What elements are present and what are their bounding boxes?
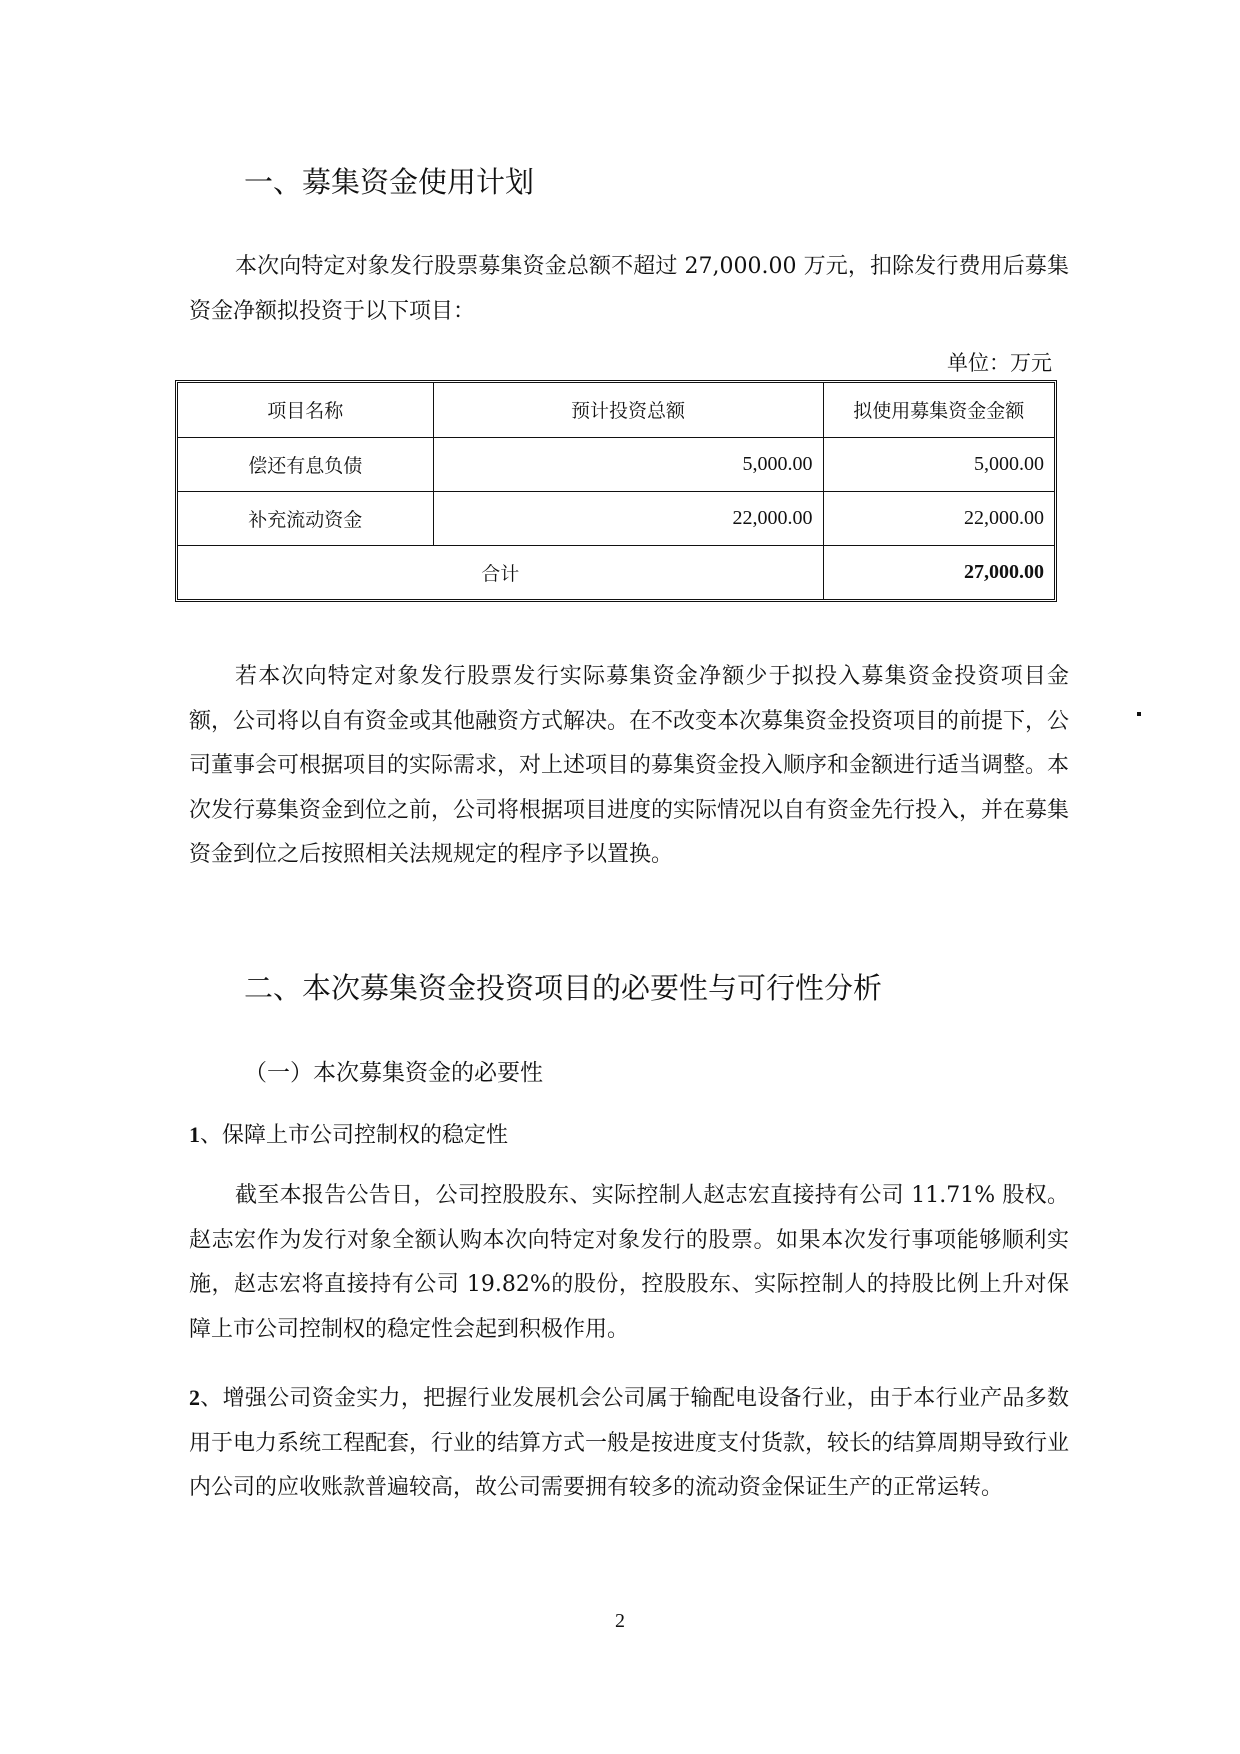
row-total-investment: 22,000.00 [433,491,823,545]
row-raised-funds: 5,000.00 [823,437,1054,491]
header-total-investment: 预计投资总额 [433,383,823,437]
row-project-name: 偿还有息负债 [178,437,433,491]
header-project-name: 项目名称 [178,383,433,437]
row-project-name: 补充流动资金 [178,491,433,545]
point2-paragraph [189,1376,1069,1511]
table-total-row [178,545,1054,599]
table-row [178,491,1054,545]
page-number: 2 [615,1610,625,1632]
unit-label: 单位：万元 [947,351,1052,375]
section1-heading: 一、募集资金使用计划 [244,165,535,199]
header-raised-funds: 拟使用募集资金金额 [823,383,1054,437]
point1-number: 1 [189,1122,200,1147]
total-label: 合计 [178,545,823,599]
section1-after-paragraph: 若本次向特定对象发行股票发行实际募集资金净额少于拟投入募集资金投资项目金额，公司将以自有资金或其他融资方式解决。在不改变本次募集资金投资项目的前提下，公司董事会可根据项目的实际需求，对上述项目的募集资金投入顺序和金额进行适当调整。本次发行募集资金到位之前，公司将根据项目进度的实际情况以自有资金先行投入，并在募集资金到位之后按照相关法规规定的程序予以置换。 [189,664,1070,867]
point2-text: 、增强公司资金实力，把握行业发展机会公司属于输配电设备行业，由于本行业产品多数用于电力系统工程配套，行业的结算方式一般是按进度支付货款，较长的结算周期导致行业内公司的应收账款普遍较高，故公司需要拥有较多的流动资金保证生产的正常运转。 [189,1386,1070,1500]
section2-subheading: （一）本次募集资金的必要性 [244,1060,543,1086]
stray-dot-mark [1137,712,1141,716]
section1-intro: 本次向特定对象发行股票募集资金总额不超过 27,000.00 万元，扣除发行费用后募集资金净额拟投资于以下项目： [189,254,1069,324]
table-header-row [178,383,1054,437]
row-raised-funds: 22,000.00 [823,491,1054,545]
row-total-investment: 5,000.00 [433,437,823,491]
point1-title-text: 、保障上市公司控制权的稳定性 [200,1123,509,1148]
total-value: 27,000.00 [823,545,1054,599]
table-row [178,437,1054,491]
section2-heading: 二、本次募集资金投资项目的必要性与可行性分析 [244,971,883,1005]
point2-number: 2 [189,1385,200,1410]
investment-table [175,380,1057,602]
point1-title [189,1113,1069,1159]
point1-paragraph: 截至本报告公告日，公司控股股东、实际控制人赵志宏直接持有公司 11.71% 股权。赵志宏作为发行对象全额认购本次向特定对象发行的股票。如果本次发行事项能够顺利实施，赵志宏将直接持有公司 19.82%的股份，控股股东、实际控制人的持股比例上升对保障上市公司控制权的稳定性会起到积极作用。 [189,1183,1069,1342]
